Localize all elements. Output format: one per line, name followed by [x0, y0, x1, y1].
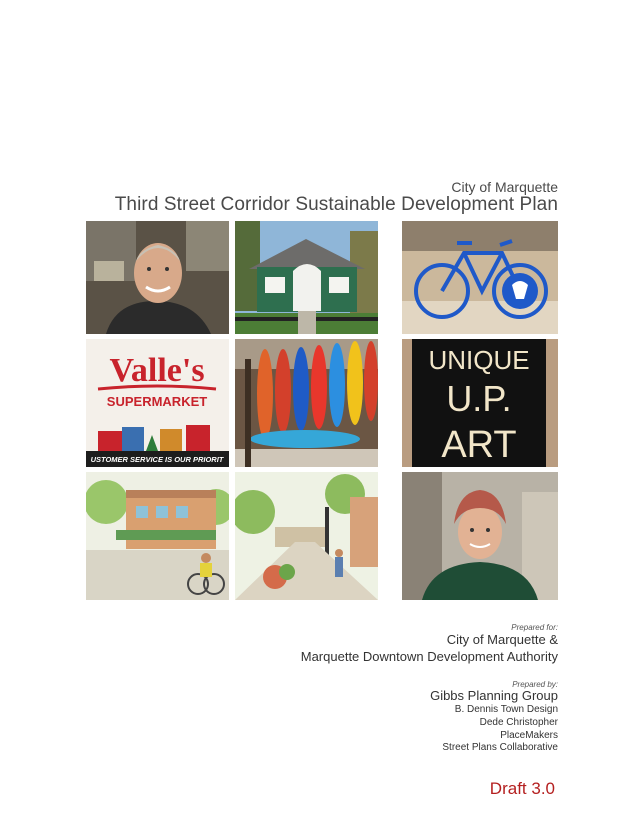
firm-street-plans: Street Plans Collaborative	[442, 742, 558, 753]
art-sign-line3: ART	[441, 424, 517, 466]
photo-valles-supermarket	[86, 339, 229, 467]
photo-collage	[86, 221, 558, 600]
client-line-2: Marquette Downtown Development Authority	[300, 649, 558, 664]
firm-dennis: B. Dennis Town Design	[454, 704, 558, 715]
art-sign-line1: UNIQUE	[428, 345, 530, 375]
customer-service-banner: USTOMER SERVICE IS OUR PRIORIT	[90, 455, 224, 464]
photo-woman-portrait	[402, 472, 558, 600]
firm-christopher: Dede Christopher	[479, 717, 558, 728]
city-label: City of Marquette	[451, 179, 558, 195]
photo-house	[235, 221, 378, 334]
valles-sign-text: Valle's	[109, 352, 205, 389]
photo-unique-up-art-sign	[402, 339, 558, 467]
supermarket-sign-text: SUPERMARKET	[106, 394, 208, 409]
draft-version: Draft 3.0	[489, 779, 555, 798]
art-sign-line2: U.P.	[446, 378, 512, 419]
photo-kayaks	[235, 339, 378, 467]
photo-man-portrait	[86, 221, 229, 334]
firm-placemakers: PlaceMakers	[500, 730, 558, 741]
prepared-by-label: Prepared by:	[512, 680, 558, 689]
prepared-for-label: Prepared for:	[511, 623, 558, 632]
photo-street-sketch-cyclist	[86, 472, 229, 600]
firm-gibbs: Gibbs Planning Group	[430, 688, 558, 703]
client-line-1: City of Marquette &	[446, 632, 558, 647]
photo-bike-rack	[402, 221, 558, 334]
photo-street-sketch-sidewalk	[235, 472, 378, 600]
document-title: Third Street Corridor Sustainable Development Plan	[114, 194, 558, 215]
